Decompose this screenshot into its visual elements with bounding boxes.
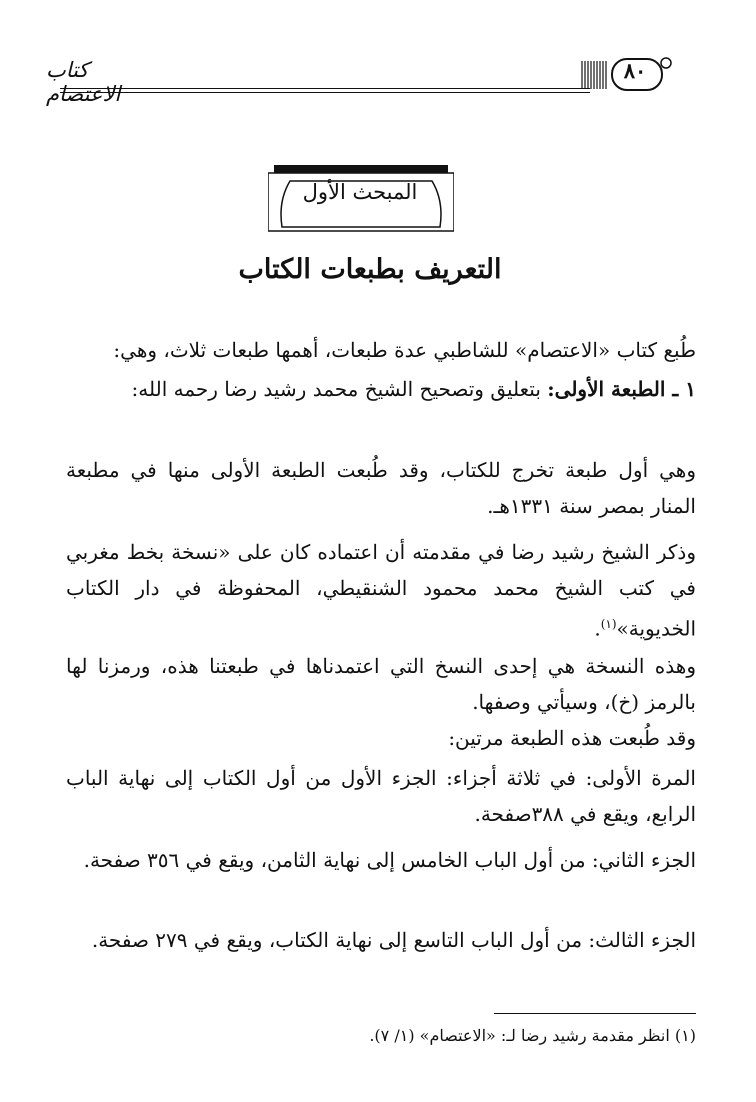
paragraph-text: بتعليق وتصحيح الشيخ محمد رشيد رضا رحمه الله: bbox=[131, 377, 548, 401]
paragraph bbox=[66, 534, 696, 647]
paragraph-end: . bbox=[594, 616, 601, 641]
footnote: (١) انظر مقدمة رشيد رضا لـ: «الاعتصام» (١/ ٧). bbox=[369, 1026, 696, 1045]
paragraph: طُبع كتاب «الاعتصام» للشاطبي عدة طبعات، أهمها طبعات ثلاث، وهي: bbox=[113, 338, 696, 362]
running-title: كتاب الاعتصام bbox=[46, 58, 121, 106]
paragraph bbox=[66, 371, 696, 407]
paragraph: الجزء الثاني: من أول الباب الخامس إلى نهاية الثامن، ويقع في ٣٥٦ صفحة. bbox=[83, 848, 696, 872]
header-rule bbox=[60, 88, 590, 89]
page-number: ٨٠ bbox=[623, 58, 647, 83]
paragraph: وهي أول طبعة تخرج للكتاب، وقد طُبعت الطبعة الأولى منها في مطبعة المنار بمصر سنة ١٣٣١هـ. bbox=[66, 458, 696, 518]
paragraph: وهذه النسخة هي إحدى النسخ التي اعتمدناها في طبعتنا هذه، ورمزنا لها بالرمز (خ)، وسيأتي وصفها. bbox=[66, 654, 696, 714]
page-title: التعريف بطبعات الكتاب bbox=[238, 254, 502, 285]
paragraph: الجزء الثالث: من أول الباب التاسع إلى نهاية الكتاب، ويقع في ٢٧٩ صفحة. bbox=[91, 928, 696, 952]
footnote-rule bbox=[494, 1013, 696, 1014]
edition-heading: ١ ـ الطبعة الأولى: bbox=[547, 377, 696, 401]
paragraph-text: وذكر الشيخ رشيد رضا في مقدمته أن اعتماده كان على «نسخة بخط مغربي في كتب الشيخ محمد محمود الشنقيطي، المحفوظة في دار الكتاب الخديوية» bbox=[66, 540, 696, 641]
paragraph: المرة الأولى: في ثلاثة أجزاء: الجزء الأول من أول الكتاب إلى نهاية الباب الرابع، ويقع في ٣٨٨صفحة. bbox=[66, 766, 696, 826]
header-rule-thin bbox=[60, 92, 590, 93]
section-label: المبحث الأول bbox=[302, 180, 418, 204]
paragraph: وقد طُبعت هذه الطبعة مرتين: bbox=[448, 726, 696, 750]
footnote-marker: (١) bbox=[600, 617, 617, 631]
